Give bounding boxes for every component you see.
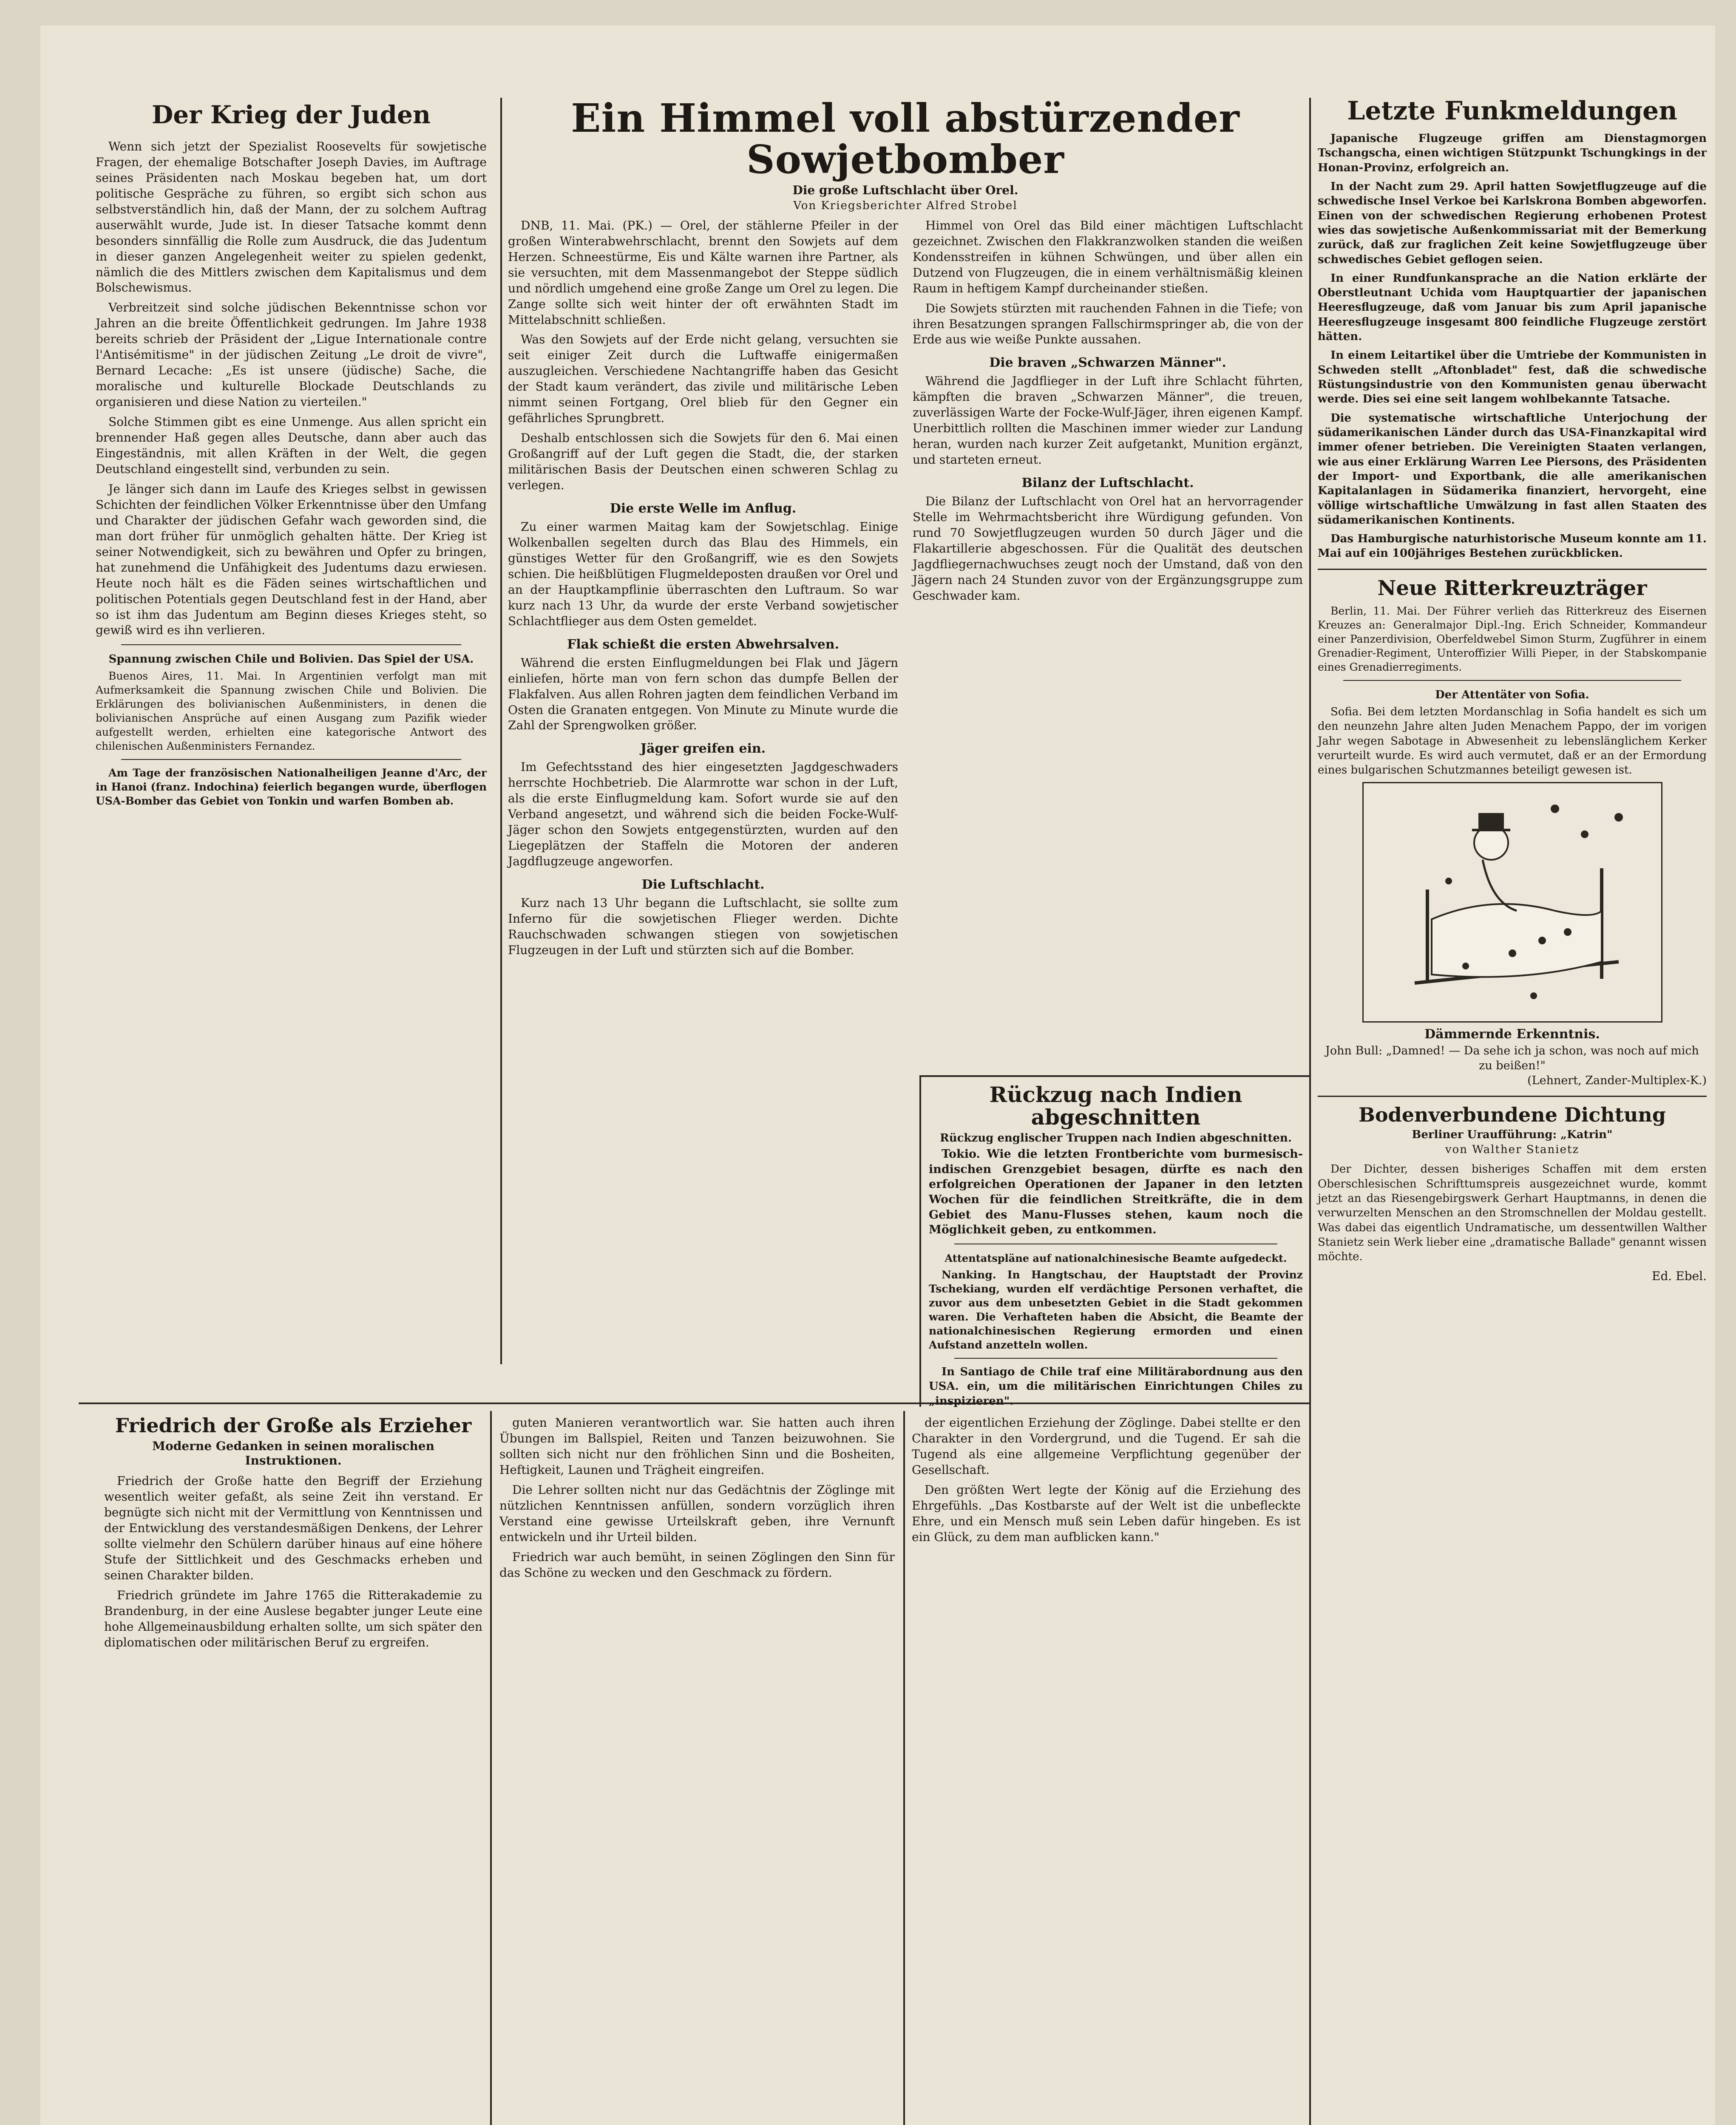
article-paragraph: Während die Jagdflieger in der Luft ihre Schlacht führten, kämpften die braven „Schwarzen Männer", die treuen, zuverlässigen Warte der Focke-Wulf-Jäger, ihren eigenen Kampf. Unerbittlich rollten die Maschinen immer wieder zur Landung heran, wurden nach kurzer Zeit aufgetankt, Munition ergänzt, und starteten erneut. [913,374,1303,467]
author-signature: Ed. Ebel. [1652,1269,1707,1283]
byline: Von Kriegsberichter Alfred Strobel [793,199,1018,212]
article-paragraph: DNB, 11. Mai. (PK.) — Orel, der stählerne Pfeiler in der großen Winterabwehrschlacht, brennt den Sowjets auf dem Herzen. Schneestürme, Eis und Kälte warnen ihre Partner, als sie versuchten, mit dem Massenmangebot der Steppe südlich und nördlich umgehend eine große Zange um Orel zu legen. Die Zange sollte sich weit hinter der oft erwähnten Stadt im Mittelabschnitt schließen. [508,218,898,327]
article-paragraph: Solche Stimmen gibt es eine Unmenge. Aus allen spricht ein brennender Haß gegen alles Deutsche, dann aber auch das Eingeständnis, mit allen Kräften in der Welt, die gegen Deutschland eingestellt sind, verbunden zu sein. [96,415,487,476]
newspaper-page [40,26,1715,2125]
article-paragraph: Was den Sowjets auf der Erde nicht gelang, versuchten sie seit einiger Zeit durch die Luftwaffe einigermaßen auszugleichen. Verschiedene Nachtangriffe haben das Gesicht der Stadt kaum verändert, das zivile und militärische Leben nimmt seinen Fortgang, Orel blieb für den Gegner ein gefährliches Sprungbrett. [508,332,898,425]
article-paragraph: Friedrich war auch bemüht, in seinen Zöglingen den Sinn für das Schöne zu wecken und den Geschmack zu fördern. [499,1550,895,1580]
news-headline: Letzte Funkmeldungen [1347,96,1677,126]
article-paragraph: Die Sowjets stürzten mit rauchenden Fahnen in die Tiefe; von ihren Besatzungen sprangen Fallschirmspringer ab, die von der Erde aus wie weiße Punkte aussahen. [913,301,1303,347]
divider [1318,1096,1707,1097]
main-headline: Ein Himmel voll abstürzender Sowjetbomber [571,95,1240,182]
center-subcolumn [913,218,1303,1089]
divider [954,1358,1277,1359]
article-paragraph: der eigentlichen Erziehung der Zöglinge. Dabei stellte er den Charakter in den Vordergrund, und die Tugend. Er sah die Tugend als eine allgemeine Verpflichtung gegenüber der Gesellschaft. [912,1416,1301,1477]
news-item: In der Nacht zum 29. April hatten Sowjetflugzeuge auf die schwedische Insel Verkoe bei Karlskrona Bomben abgeworfen. Einen von der schwedischen Regierung erhobenen Protest wies das sowjetische Außenkommissariat mit der Bemerkung zurück, daß zur fraglichen Zeit keine Sowjetflugzeuge über schwedisches Gebiet geflogen seien. [1318,180,1707,266]
news-item: In einer Rundfunkansprache an die Nation erklärte der Oberstleutnant Uchida vom Hauptquartier der japanischen Heeresflugzeuge, daß vom Januar bis zum April japanische Heeresflugzeuge insgesamt 800 feindliche Flugzeuge zerstört hätten. [1318,272,1707,343]
column-rule [1309,98,1311,2125]
footnote-paragraph: Am Tage der französischen Nationalheiligen Jeanne d'Arc, der in Hanoi (franz. Indochina) feierlich begangen wurde, überflogen USA-Bomber das Gebiet von Tonkin und warfen Bomben ab. [96,767,487,808]
feuilleton-subhead: Moderne Gedanken in seinen moralischen Instruktionen. [152,1439,434,1468]
article-paragraph: Die Bilanz der Luftschlacht von Orel hat an hervorragender Stelle im Wehrmachtsbericht ihre Würdigung gefunden. Von rund 70 Sowjetflugzeugen wurden 50 durch Jäger und die Flakartillerie abgeschossen. Für die Qualität des deutschen Jagdfliegernachwuchses zeugt noch der Umstand, daß von den Jägern nach 24 Stunden zuvor von der Ergänzungsgruppe zum Geschwader kam. [913,494,1303,603]
teaser-block [929,1082,1303,1408]
article-paragraph: Sofia. Bei dem letzten Mordanschlag in Sofia handelt es sich um den neunzehn Jahre alten Juden Menachem Pappo, der im vorigen Jahr wegen Sabotage in Abwesenheit zu lebenslänglichem Kerker verurteilt wurde. Es wird auch vermutet, daß er an der Ermordung eines bulgarischen Schutzmannes beteiligt gewesen ist. [1318,706,1707,777]
article-paragraph: Im Gefechtsstand des hier eingesetzten Jagdgeschwaders herrschte Hochbetrieb. Die Alarmrotte war schon in der Luft, als die erste Einflugmeldung kam. Sofort wurde sie auf den Verband angesetzt, und während sich die beiden Focke-Wulf-Jäger schon den Sowjets entgegenstürzten, wurden auf den Liegeplätzen der Staffeln die Motoren der anderen Jagdflugzeuge angeworfen. [508,760,898,869]
article-paragraph: guten Manieren verantwortlich war. Sie hatten auch ihren Übungen im Ballspiel, Reiten und Tanzen beizuwohnen. Sie sollten sich nicht nur den fröhlichen Sinn und die Bosheiten, Heftigkeit, Launen und Trägheit eingreifen. [499,1416,895,1477]
notice-title: Attentatspläne auf nationalchinesische Beamte aufgedeckt. [945,1252,1287,1264]
news-item: Die systematische wirtschaftliche Unterjochung der südamerikanischen Länder durch das USA-Finanzkapital wird immer ofener betrieben. Die Vereinigten Staaten verlangen, wie aus einer Erklärung Warren Lee Piersons, des Präsidenten der Import- und Exportbank, die alle amerikanischen Kapitalanlagen in Südamerika finanziert, hervorgeht, eine völlige wirtschaftliche Umwälzung in fast allen Staaten des südamerikanischen Kontinents. [1318,411,1707,527]
article-paragraph: Die Lehrer sollten nicht nur das Gedächtnis der Zöglinge mit nützlichen Kenntnissen anfüllen, sondern vorzüglich ihren Verstand eine gewisse Urteilskraft geben, ihre Vernunft entwickeln und ihr Urteil bilden. [499,1482,895,1544]
article-paragraph: Je länger sich dann im Laufe des Krieges selbst in gewissen Schichten der feindlichen Völker Erkenntnisse über den Umfang und Charakter der jüdischen Gefahr wach geworden sind, die man dort früher für unmöglich gehalten hätte. Der Krieg ist seiner Notwendigkeit, sich zu bewähren und Opfer zu bringen, hat zunehmend die Unfähigkeit des Judentums dazu erwiesen. Heute noch hält es die Fäden seines wirtschaftlichen und politischen Potentials gegen Deutschland fest in der Hand, aber so ist ihm das Judentum am Beginn dieses Krieges steht, so gewiß wird es ihn verlieren. [96,482,487,638]
teaser-subhead: Rückzug englischer Truppen nach Indien abgeschnitten. [940,1132,1292,1145]
knights-headline: Neue Ritterkreuzträger [1377,576,1647,600]
cartoon-caption: John Bull: „Damned! — Da sehe ich ja schon, was noch auf mich zu beißen!" [1325,1044,1699,1072]
divider [1318,569,1707,570]
section-title: Die erste Welle im Anflug. [610,501,797,516]
cartoon-title: Dämmernde Erkenntnis. [1424,1026,1600,1042]
article-paragraph: Friedrich gründete im Jahre 1765 die Ritterakademie zu Brandenburg, in der eine Auslese begabter junger Leute eine hohe Allgemeinausbildung erhalten sollte, um sich später den diplomatischen oder militärischen Beruf zu ergreifen. [104,1588,482,1650]
column-rule [919,1075,921,1407]
cartoon-credit: (Lehnert, Zander-Multiplex-K.) [1527,1074,1707,1087]
divider [1343,680,1681,681]
subsection-title: Spannung zwischen Chile und Bolivien. Das Spiel der USA. [108,653,474,666]
cartoon-illustration [1362,782,1662,1023]
article-paragraph: Kurz nach 13 Uhr begann die Luftschlacht, sie sollte zum Inferno für die sowjetischen Flieger werden. Dichte Rauchschwaden schwangen stiegen von sowjetischen Flugzeugen in der Luft und stürzten sich auf die Bomber. [508,896,898,957]
main-subhead: Die große Luftschlacht über Orel. [792,183,1018,198]
poetry-headline: Bodenverbundene Dichtung [1359,1103,1666,1126]
section-title: Die Luftschlacht. [641,877,765,892]
article-paragraph: In Santiago de Chile traf eine Militärabordnung aus den USA. ein, um die militärischen Einrichtungen Chiles zu „inspizieren". [929,1365,1303,1408]
divider [121,759,461,760]
section-title: Bilanz der Luftschlacht. [1021,476,1194,491]
bed-cartoon-icon [1364,783,1661,1021]
article-paragraph: Der Dichter, dessen bisheriges Schaffen mit dem ersten Oberschlesischen Schrifttumspreis ausgezeichnet wurde, kommt jetzt an das Riesengebirgswerk Gerhart Hauptmanns, in denen die verwurzelten Menschen an den Stromschnellen der Moldau gestellt. Was dabei das eigentlich Undramatische, um dessentwillen Walther Stanietz sein Werk lieber eine „dramatische Ballade" genannt wissen möchte. [1318,1163,1707,1264]
article-paragraph: Zu einer warmen Maitag kam der Sowjetschlag. Einige Wolkenballen segelten durch das Blau des Himmels, ein günstiges Wetter für den Großangriff, wie es den Sowjets schien. Die heißblütigen Flugmeldeposten draußen vor Orel und an der Hauptkampflinie überraschten den Luftraum. So war kurz nach 13 Uhr, da wurde der erste Verband sowjetischer Schlachtflieger aus dem Osten gemeldet. [508,519,898,628]
feuilleton-col-3 [912,1415,1301,2125]
right-column [1318,98,1707,2125]
article-paragraph: Tokio. Wie die letzten Frontberichte vom burmesisch-indischen Grenzgebiet besagen, dürfte es nach den erfolgreichen Operationen der Japaner in den letzten Wochen für die feindlichen Streitkräfte, die in dem Gebiet des Manu-Flusses stehen, kaum noch die Möglichkeit geben, zu entkommen. [929,1148,1303,1237]
article-paragraph: Buenos Aires, 11. Mai. In Argentinien verfolgt man mit Aufmerksamkeit die Spannung zwischen Chile und Bolivien. Die Erklärungen des bolivianischen Außenministers, in denen die bolivianischen Ansprüche auf einen Ausgang zum Pazifik wieder aufgestellt werden, erhielten eine kategorische Antwort des chilenischen Außenministers Fernandez. [96,670,487,753]
poetry-byline: von Walther Stanietz [1445,1143,1580,1156]
center-subcolumn [508,218,898,1089]
section-title: Die braven „Schwarzen Männer". [989,355,1226,371]
feuilleton-headline: Friedrich der Große als Erzieher [115,1414,472,1437]
news-item: Japanische Flugzeuge griffen am Dienstagmorgen Tschangscha, einen wichtigen Stützpunkt Tschungkings in der Honan-Provinz, erfolgreich an. [1318,132,1707,174]
divider [121,644,461,645]
section-title: Flak schießt die ersten Abwehrsalven. [567,637,840,652]
feuilleton-col-1 [104,1415,482,2125]
article-paragraph: Himmel von Orel das Bild einer mächtigen Luftschlacht gezeichnet. Zwischen den Flakkranzwolken standen die weißen Kondensstreifen in kühnen Schwüngen, und über allen ein Dutzend von Flugzeugen, die in einem verhältnismäßig kleinen Raum in heftigem Kampf durcheinander stießen. [913,218,1303,295]
column-rule [903,1411,905,2125]
feuilleton-col-2 [499,1415,895,2125]
article-headline: Der Krieg der Juden [151,100,431,129]
center-column [508,95,1303,1071]
article-paragraph: Berlin, 11. Mai. Der Führer verlieh das Ritterkreuz des Eisernen Kreuzes an: Generalmajor Dipl.-Ing. Erich Schneider, Kommandeur einer Panzerdivision, Oberfeldwebel Simon Sturm, Zugführer in einem Grenadier-Regiment, Unteroffizier Willi Pieper, in der Stabskompanie eines Grenadierregiments. [1318,605,1707,674]
article-paragraph: Verbreitzeit sind solche jüdischen Bekenntnisse schon vor Jahren an die breite Öffentlichkeit gedrungen. Im Jahre 1938 bereits schrieb der Präsident der „Ligue Internationale contre l'Antisémitisme" in der jüdischen Zeitung „Le droit de vivre", Bernard Lecache: „Es ist unsere (jüdische) Sache, die moralische und kulturelle Blockade Deutschlands zu organisieren und diese Nation zu vierteilen." [96,300,487,409]
article-paragraph: Nanking. In Hangtschau, der Hauptstadt der Provinz Tschekiang, wurden elf verdächtige Personen verhaftet, die zuvor aus dem unbesetzten Gebiet in die Stadt gekommen waren. Die Verhafteten haben die Absicht, die Beamte der nationalchinesischen Regierung ermorden und einen Aufstand anzetteln wollen. [929,1268,1303,1351]
left-column [96,102,487,1398]
article-paragraph: Friedrich der Große hatte den Begriff der Erziehung wesentlich weiter gefaßt, als seine Zeit ihn verstand. Er begnügte sich nicht mit der Vermittlung von Kenntnissen und der Entwicklung des verstandesmäßigen Denkens, der Lehrer sollte vielmehr den Schülern darüber hinaus auf eine höhere Stufe der Sittlichkeit und des Geschmacks erheben und seinen Charakter bilden. [104,1474,482,1583]
article-paragraph: Wenn sich jetzt der Spezialist Roosevelts für sowjetische Fragen, der ehemalige Botschafter Joseph Davies, im Auftrage seines Präsidenten nach Moskau begeben hat, um dort politische Gespräche zu führen, so ergibt sich schon aus selbstverständlich hin, daß der Mann, der zu solchem Auftrag auserwählt wurde, Jude ist. In dieser Tatsache kommt denn besonders sinnfällig die Rolle zum Ausdruck, die das Judentum in dieser ganzen Angelegenheit weiter zu spielen gedenkt, nämlich die des Mittlers zwischen dem Kapitalismus und dem Bolschewismus. [96,139,487,295]
column-rule [500,98,502,1364]
article-paragraph: Den größten Wert legte der König auf die Erziehung des Ehrgefühls. „Das Kostbarste auf der Welt ist die unbefleckte Ehre, und ein Mensch muß sein Leben dafür hingeben. Es ist ein Glück, zu dem man aufblicken kann." [912,1482,1301,1544]
section-title: Jäger greifen ein. [640,741,766,756]
article-paragraph: Deshalb entschlossen sich die Sowjets für den 6. Mai einen Großangriff auf der Luft gegen die Stadt, die, der starken militärischen Basis der Deutschen einen schweren Schlag zu verlegen. [508,431,898,493]
news-item: Das Hamburgische naturhistorische Museum konnte am 11. Mai auf ein 100jähriges Bestehen zurückblicken. [1318,533,1707,560]
column-rule [490,1411,492,2125]
news-item: In einem Leitartikel über die Umtriebe der Kommunisten in Schweden stellt „Aftonbladet" fest, daß die schwedische Rüstungsindustrie von den Kommunisten genau überwacht werde. Dies sei eine seit langem wohlbekannte Tatsache. [1318,349,1707,406]
teaser-headline: Rückzug nach Indien abgeschnitten [989,1082,1242,1130]
poetry-subhead: Berliner Uraufführung: „Katrin" [1412,1128,1613,1142]
section-title: Der Attentäter von Sofia. [1435,688,1589,702]
article-paragraph: Während die ersten Einflugmeldungen bei Flak und Jägern einliefen, hörte man von fern schon das dumpfe Bellen der Flakfalven. Aus allen Rohren jagten dem feindlichen Verband im Osten die Granaten entgegen. Von Minute zu Minute wurde die Zahl der Sprengwolken größer. [508,655,898,733]
